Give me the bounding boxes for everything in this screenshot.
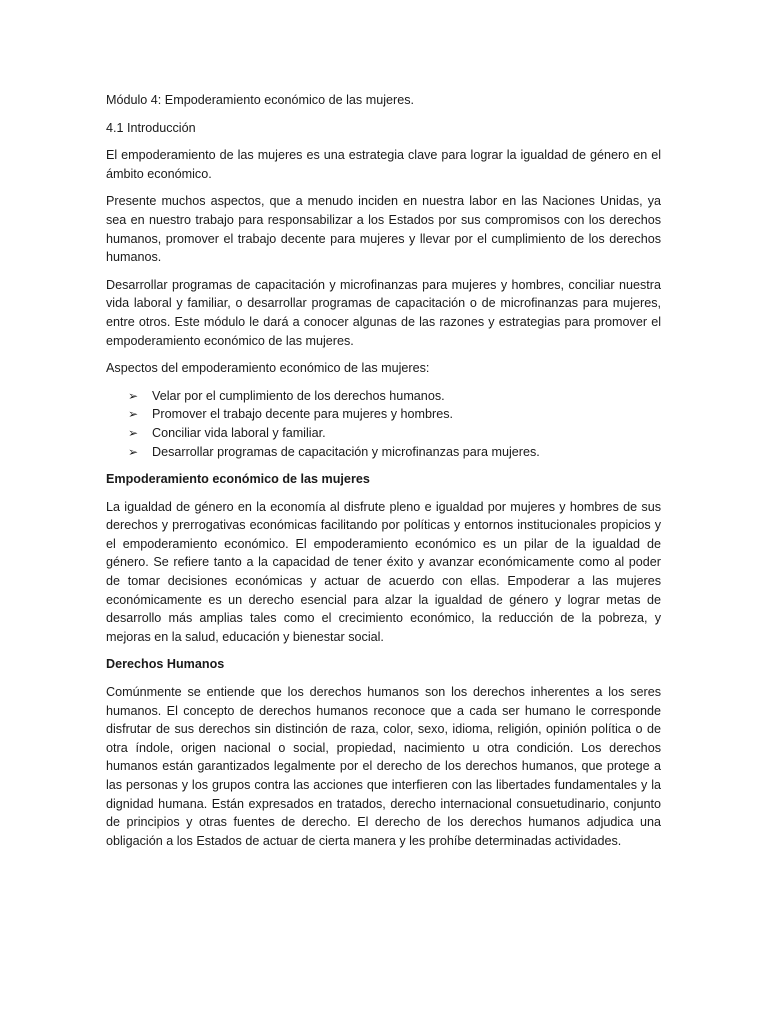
- intro-paragraph-2: Presente muchos aspectos, que a menudo inciden en nuestra labor en las Naciones Unidas, ya sea en nuestro trabajo para responsabilizar a los Estados por sus compromisos con los derechos humanos, promover el trabajo decente para mujeres y llevar por el cumplimiento de los derechos humanos.: [106, 194, 661, 265]
- list-item: [106, 387, 661, 406]
- list-item-text: Desarrollar programas de capacitación y microfinanzas para mujeres.: [152, 444, 540, 459]
- list-item: [106, 443, 661, 462]
- list-item-text: Conciliar vida laboral y familiar.: [152, 425, 326, 440]
- list-item: [106, 424, 661, 443]
- list-item: [106, 405, 661, 424]
- list-item-text: Promover el trabajo decente para mujeres y hombres.: [152, 407, 453, 422]
- module-title: Módulo 4: Empoderamiento económico de las mujeres.: [106, 93, 415, 107]
- aspects-intro: Aspectos del empoderamiento económico de las mujeres:: [106, 361, 430, 376]
- paragraph-empoderamiento: La igualdad de género en la economía al disfrute pleno e igualdad por mujeres y hombres de sus derechos y prerrogativas económicas facilitando por políticas y entornos institucionales propicios y el empoderamiento económico. El empoderamiento económico es un pilar de la igualdad de género. Se refiere tanto a la capacidad de tener éxito y avanzar económicamente como al poder de tomar decisiones económicas y actuar de acuerdo con ellas. Empoderar a las mujeres económicamente es un derecho esencial para alzar la igualdad de género y lograr metas de desarrollo más amplias tales como el crecimiento económico, la reducción de la pobreza, y mejoras en la salud, educación y bienestar social.: [106, 499, 661, 644]
- arrow-bullet-icon: ➢: [128, 407, 139, 422]
- intro-paragraph-1: El empoderamiento de las mujeres es una estrategia clave para lograr la igualdad de género en el ámbito económico.: [106, 148, 661, 181]
- arrow-bullet-icon: ➢: [128, 388, 139, 403]
- document-page: [106, 91, 661, 859]
- aspects-list: [106, 387, 661, 461]
- intro-paragraph-3: Desarrollar programas de capacitación y microfinanzas para mujeres y hombres, conciliar nuestra vida laboral y familiar, o desarrollar programas de capacitación o de microfinanzas para mujeres, entre otros. Este módulo le dará a conocer algunas de las razones y estrategias para promover el empoderamiento económico de las mujeres.: [106, 277, 661, 348]
- arrow-bullet-icon: ➢: [128, 425, 139, 440]
- heading-empoderamiento: Empoderamiento económico de las mujeres: [106, 472, 370, 487]
- list-item-text: Velar por el cumplimiento de los derechos humanos.: [152, 388, 445, 403]
- section-title: 4.1 Introducción: [106, 120, 196, 135]
- heading-derechos-humanos: Derechos Humanos: [106, 657, 225, 672]
- arrow-bullet-icon: ➢: [128, 444, 139, 459]
- paragraph-derechos-humanos: Comúnmente se entiende que los derechos humanos son los derechos inherentes a los seres humanos. El concepto de derechos humanos reconoce que a cada ser humano le corresponde disfrutar de sus derechos sin distinción de raza, color, sexo, idioma, religión, opinión política o de otra índole, origen nacional o social, propiedad, nacimiento u otra condición. Los derechos humanos están garantizados legalmente por el derecho de los derechos humanos, que protege a las personas y los grupos contra las acciones que interfieren con las libertades fundamentales y la dignidad humana. Están expresados en tratados, derecho internacional consuetudinario, conjunto de principios y otras fuentes de derecho. El derecho de los derechos humanos adjudica una obligación a los Estados de actuar de cierta manera y les prohíbe determinadas actividades.: [106, 685, 661, 848]
